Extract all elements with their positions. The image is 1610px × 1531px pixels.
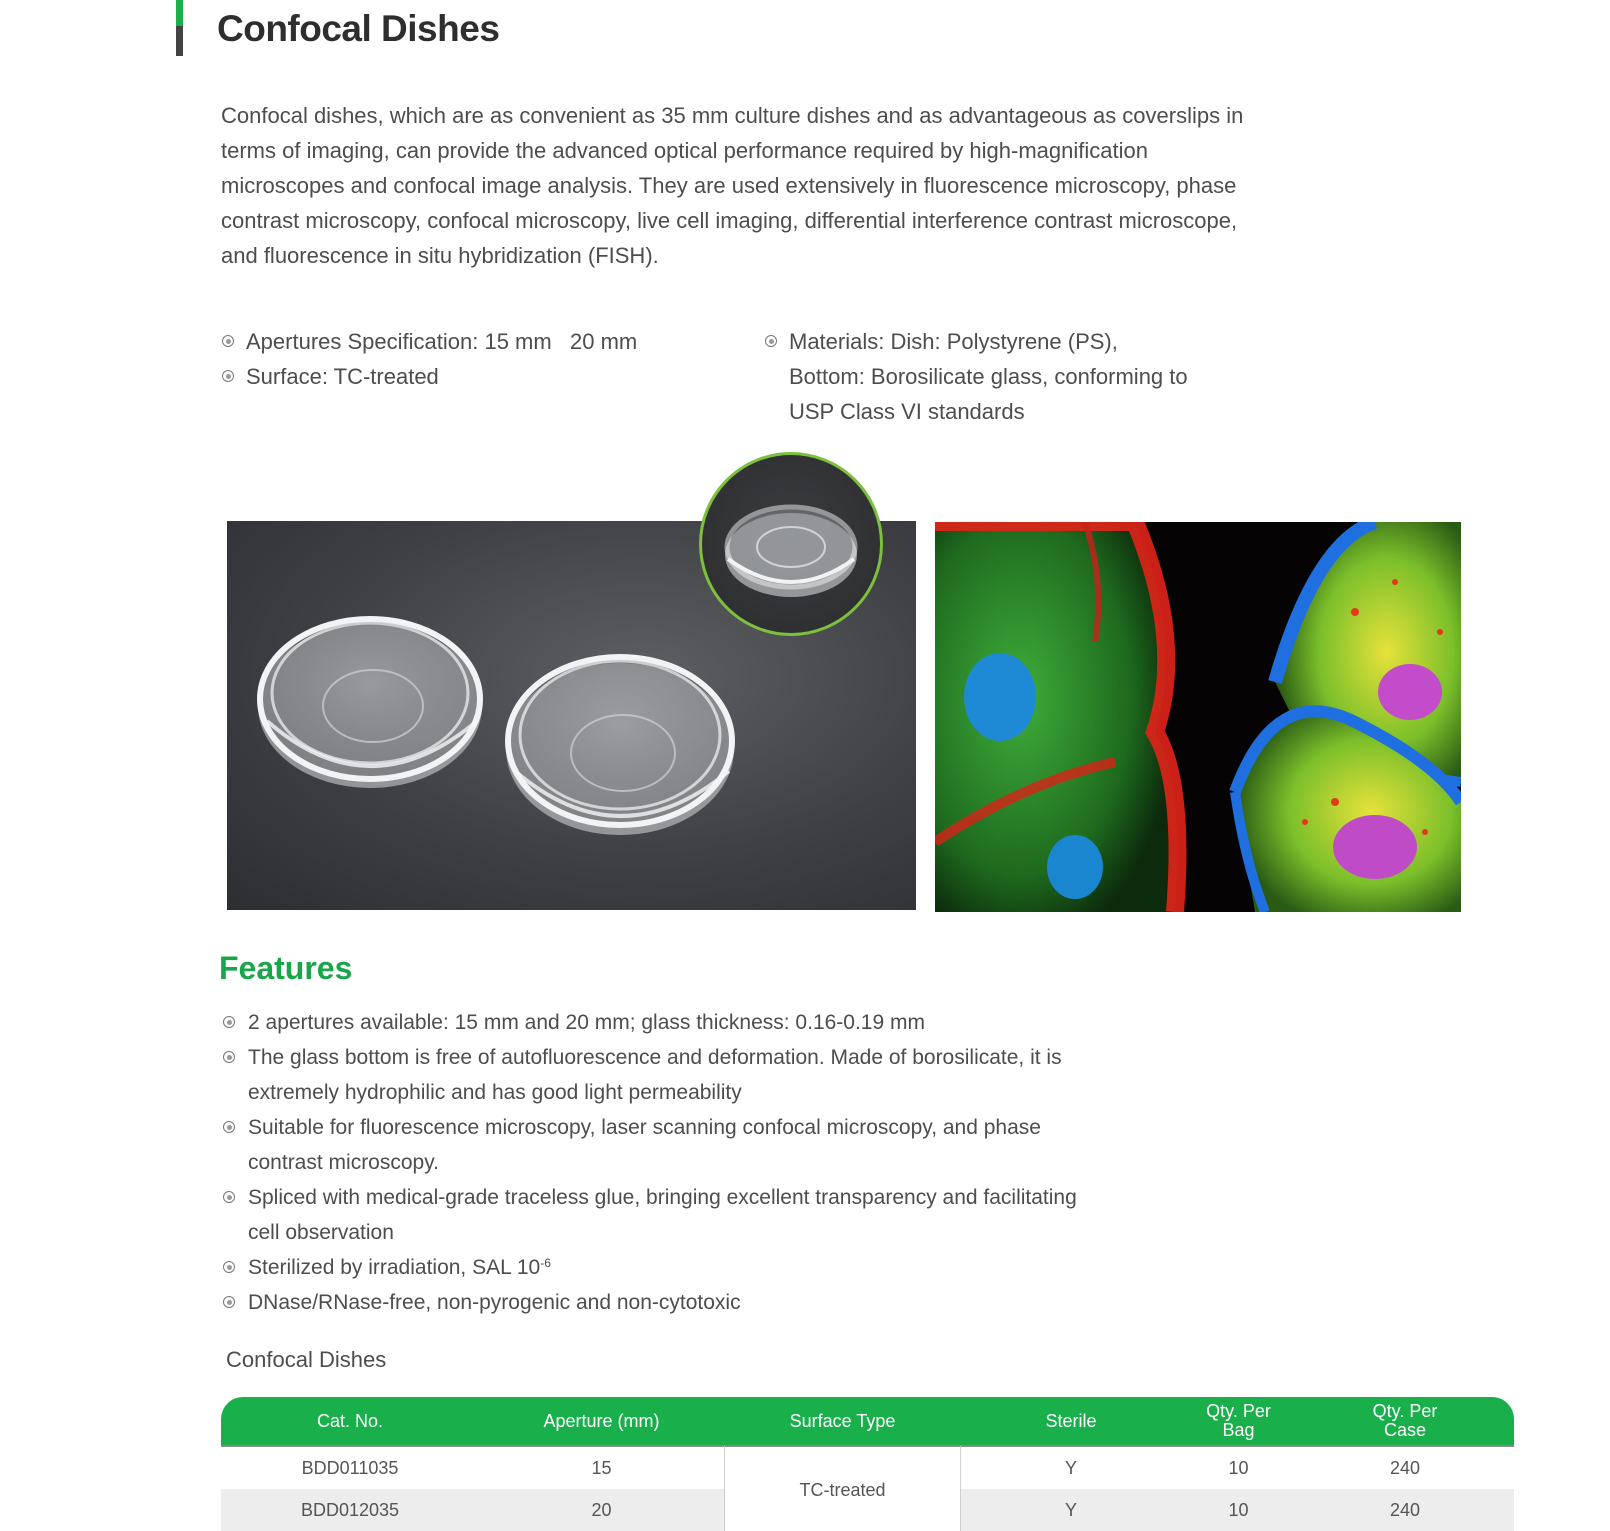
cell-aperture: 20 [591,1499,612,1520]
header-cat-no: Cat. No. [316,1410,384,1431]
cell-sterile: Y [1064,1457,1077,1478]
dish-inset-photo [699,452,883,636]
cell-cat-no: BDD012035 [300,1499,400,1520]
feature-item: 2 apertures available: 15 mm and 20 mm; glass thickness: 0.16-0.19 mm [222,1005,1122,1040]
fluorescence-cells-photo [935,522,1461,912]
specs-right [764,324,1204,429]
intro-paragraph: Confocal dishes, which are as convenient as 35 mm culture dishes and as advantageous as coverslips in terms of imaging, can provide the advanced optical performance required by high-magnification microscopes and confocal image analysis. They are used extensively in fluorescence microscopy, phase contrast microscopy, confocal microscopy, live cell imaging, differential interference contrast microscope, and fluorescence in situ hybridization (FISH). [221,103,1244,268]
header-surface-type: Surface Type [789,1410,896,1431]
page-title: Confocal Dishes [217,8,500,49]
cells-illustration [935,522,1461,912]
cell-qty-bag: 10 [1228,1499,1249,1520]
feature-item-sterilized [222,1250,1122,1285]
table-caption: Confocal Dishes [226,1347,387,1372]
header-qty-case: Qty. Per Case [1372,1401,1438,1440]
product-table [221,1397,1514,1531]
header-sterile: Sterile [1045,1410,1097,1431]
feature-sterilized-text: Sterilized by irradiation, SAL 10 [248,1256,541,1279]
dish-right [506,657,734,835]
title-accent-green [176,0,183,26]
cell-qty-case: 240 [1389,1499,1421,1520]
spec-apertures: Apertures Specification: 15 mm 20 mm [221,324,741,359]
features-list [222,1005,1122,1320]
feature-item: DNase/RNase-free, non-pyrogenic and non-cytotoxic [222,1285,1122,1320]
cell-surface-type-merged: TC-treated [724,1445,961,1531]
cell-qty-case: 240 [1389,1457,1421,1478]
spec-materials: Materials: Dish: Polystyrene (PS), Bottom: Borosilicate glass, conforming to USP Class VI standards [764,324,1194,429]
header-aperture: Aperture (mm) [543,1410,660,1431]
specs-left [221,324,741,394]
small-dish-illustration [702,455,880,633]
table-header [221,1397,1514,1445]
spec-surface: Surface: TC-treated [221,359,741,394]
feature-sterilized-exponent: -6 [540,1256,551,1270]
features-heading: Features [219,950,353,986]
dish-left [258,619,482,788]
feature-item: The glass bottom is free of autofluorescence and deformation. Made of borosilicate, it is extremely hydrophilic and has good light permeability [222,1040,1072,1110]
header-qty-bag: Qty. Per Bag [1206,1401,1271,1440]
cell-sterile: Y [1064,1499,1077,1520]
cell-qty-bag: 10 [1228,1457,1249,1478]
feature-item: Spliced with medical-grade traceless glue, bringing excellent transparency and facilitating cell observation [222,1180,1102,1250]
cell-cat-no: BDD011035 [301,1457,399,1478]
title-accent-bar [176,0,183,56]
cell-aperture: 15 [591,1457,612,1478]
feature-item: Suitable for fluorescence microscopy, laser scanning confocal microscopy, and phase contrast microscopy. [222,1110,1057,1180]
